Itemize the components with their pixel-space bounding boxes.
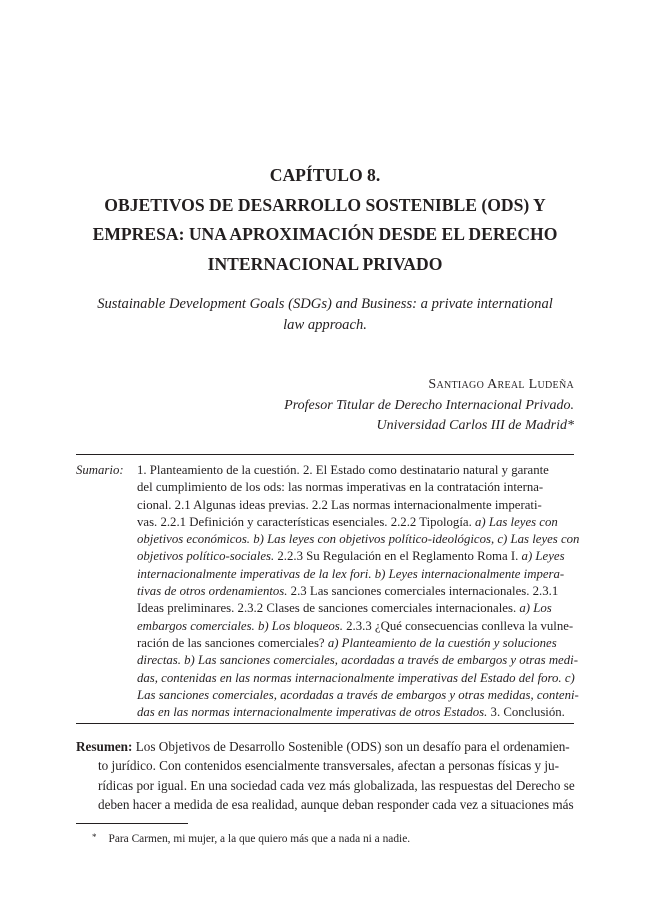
author-block bbox=[284, 375, 574, 437]
sumario-line bbox=[137, 635, 574, 652]
author-affiliation: Profesor Titular de Derecho Internacional Privado. bbox=[284, 397, 574, 413]
footnote-text: Para Carmen, mi mujer, a la que quiero más que a nada ni a nadie. bbox=[108, 833, 411, 845]
divider bbox=[76, 454, 574, 455]
sumario-segment: cional. 2.1 Algunas ideas previas. 2.2 Las normas internacionalmente imperati- bbox=[137, 497, 542, 512]
sumario-line bbox=[137, 583, 574, 600]
footnote bbox=[92, 830, 410, 847]
chapter-title-line: INTERNACIONAL PRIVADO bbox=[207, 253, 443, 274]
sumario-segment: a) Planteamiento de la cuestión y soluciones bbox=[327, 635, 557, 650]
sumario-line bbox=[137, 531, 580, 548]
resumen-line: Los Objetivos de Desarrollo Sostenible (ODS) son un desafío para el ordenamien- bbox=[132, 739, 570, 754]
sumario-segment: 2.3 Las sanciones comerciales internacionales. 2.3.1 bbox=[287, 584, 559, 599]
resumen-line: rídicas por igual. En una sociedad cada vez más globalizada, las respuestas del Derecho se bbox=[98, 777, 575, 793]
footnote-marker: * bbox=[92, 832, 97, 842]
sumario-line bbox=[137, 462, 574, 479]
sumario-label: Sumario: bbox=[76, 463, 124, 477]
sumario-segment: tivas de otros ordenamientos. bbox=[137, 584, 288, 599]
sumario-line bbox=[137, 548, 574, 565]
sumario-segment: embargos comerciales. b) Los bloqueos. bbox=[137, 618, 343, 633]
sumario-segment: objetivos económicos. b) Las leyes con objetivos político-ideológicos, c) Las leyes con bbox=[137, 532, 580, 547]
sumario-segment: 2.3.3 ¿Qué consecuencias conlleva la vulne- bbox=[342, 618, 574, 633]
sumario-segment: 1. Planteamiento de la cuestión. 2. El Estado como destinatario natural y garante bbox=[137, 463, 549, 477]
sumario-segment: ración de las sanciones comerciales? bbox=[137, 635, 328, 650]
sumario-line bbox=[137, 514, 574, 531]
sumario-segment: objetivos político-sociales. bbox=[137, 549, 275, 564]
sumario-line bbox=[137, 704, 574, 721]
chapter-title-line: CAPÍTULO 8. bbox=[269, 165, 381, 185]
sumario-line bbox=[137, 618, 574, 635]
author-affiliation: Universidad Carlos III de Madrid* bbox=[376, 418, 574, 433]
sumario-line bbox=[137, 479, 574, 496]
resumen-paragraph bbox=[76, 737, 574, 814]
sumario-segment: 2.2.3 Su Regulación en el Reglamento Roma I. bbox=[274, 549, 522, 564]
sumario-line bbox=[137, 566, 574, 583]
chapter-title bbox=[60, 161, 590, 279]
chapter-subtitle-line: law approach. bbox=[283, 316, 367, 333]
sumario-line bbox=[137, 670, 574, 687]
sumario-segment: internacionalmente imperativas de la lex fori. b) Leyes internacionalmente impera- bbox=[137, 566, 565, 581]
chapter-title-line: EMPRESA: UNA APROXIMACIÓN DESDE EL DERECHO bbox=[92, 224, 558, 244]
resumen-label: Resumen: bbox=[76, 739, 133, 754]
sumario-segment: 3. Conclusión. bbox=[487, 705, 565, 720]
sumario-line bbox=[137, 652, 578, 669]
sumario-segment: das en las normas internacionalmente imperativas de otros Estados. bbox=[137, 705, 488, 720]
sumario-line bbox=[137, 687, 579, 704]
sumario-segment: a) Leyes bbox=[521, 549, 565, 564]
sumario-segment: a) Las leyes con bbox=[474, 514, 558, 529]
author-name: Santiago Areal Ludeña bbox=[428, 377, 574, 392]
resumen-line: to jurídico. Con contenidos esencialmente transversales, afectan a personas físicas y ju- bbox=[98, 758, 560, 774]
sumario-segment: a) Los bbox=[519, 601, 552, 616]
sumario-segment: del cumplimiento de los ods: las normas imperativas en la contratación interna- bbox=[137, 480, 544, 495]
sumario-segment: das, contenidas en las normas internacionalmente imperativas del Estado del foro. c) bbox=[137, 670, 575, 685]
sumario-segment: Las sanciones comerciales, acordadas a través de embargos y otras medidas, conteni- bbox=[137, 687, 579, 702]
sumario-segment: Ideas preliminares. 2.3.2 Clases de sanciones comerciales internacionales. bbox=[137, 601, 520, 616]
sumario-text bbox=[137, 462, 580, 721]
footnote-rule bbox=[76, 823, 188, 824]
sumario-segment: vas. 2.2.1 Definición y características esenciales. 2.2.2 Tipología. bbox=[137, 514, 475, 529]
divider bbox=[76, 723, 574, 724]
sumario-segment: directas. b) Las sanciones comerciales, acordadas a través de embargos y otras medi- bbox=[137, 653, 578, 668]
sumario-line bbox=[137, 497, 574, 514]
sumario-line bbox=[137, 600, 574, 617]
resumen-line: deben hacer a medida de esa realidad, aunque deban responder cada vez a situaciones más bbox=[98, 796, 574, 812]
chapter-title-line: OBJETIVOS DE DESARROLLO SOSTENIBLE (ODS) Y bbox=[104, 194, 546, 215]
chapter-subtitle-line: Sustainable Development Goals (SDGs) and Business: a private international bbox=[97, 296, 553, 312]
chapter-subtitle bbox=[72, 294, 578, 335]
